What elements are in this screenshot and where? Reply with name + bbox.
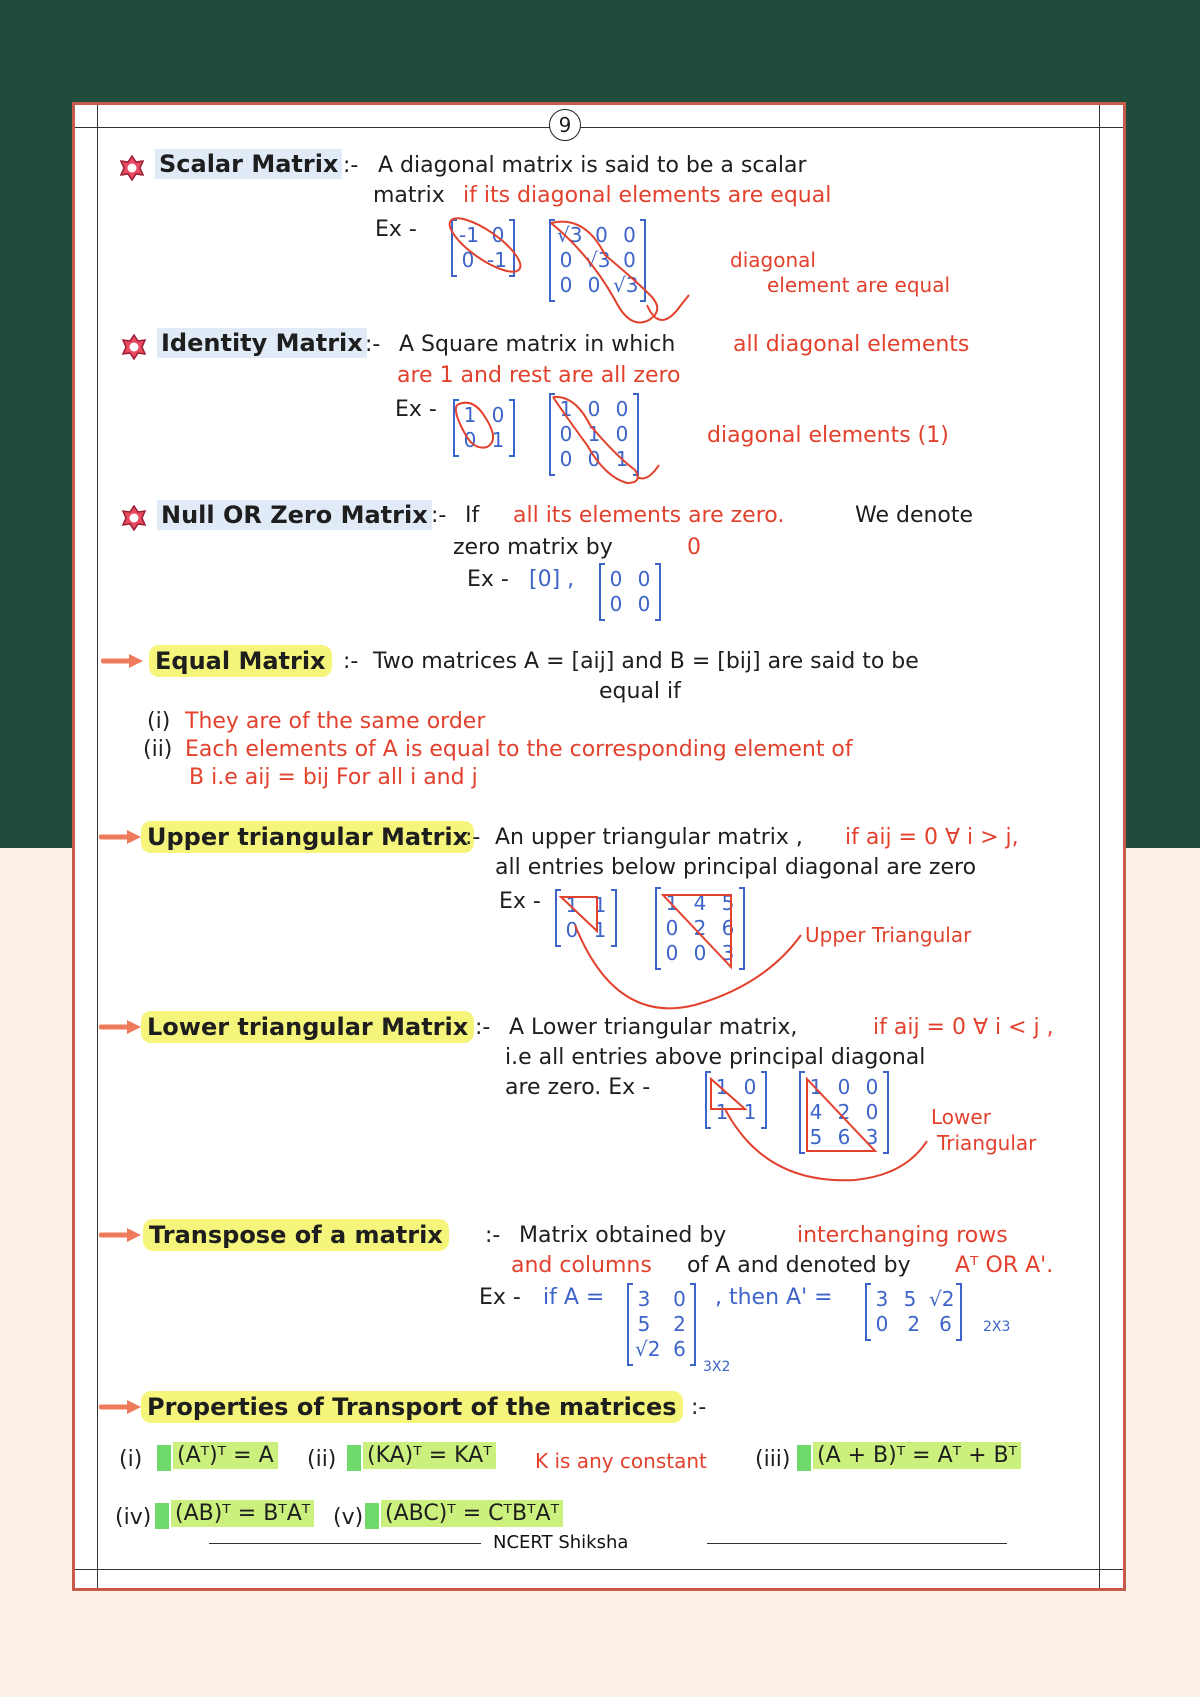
scalar-matrix-3x3 <box>549 221 646 300</box>
matrix-cell: 0 <box>587 447 601 471</box>
matrix-row <box>557 447 631 472</box>
arrow-bullet-icon <box>99 829 143 845</box>
upper-line2: all entries below principal diagonal are zero <box>495 855 977 880</box>
transpose-line1a: Matrix obtained by <box>519 1223 727 1248</box>
matrix-cell: 1 <box>559 397 573 421</box>
identity-title: Identity Matrix <box>157 328 367 358</box>
matrix-cell: 0 <box>637 567 651 591</box>
matrix-cell: 0 <box>865 1100 879 1124</box>
matrix-cell: 5 <box>809 1125 823 1149</box>
property-1-label: (i) <box>119 1447 143 1472</box>
null-line2b: 0 <box>687 535 701 560</box>
matrix-row <box>663 916 737 941</box>
matrix-cell: 1 <box>809 1075 823 1099</box>
lower-title: Lower triangular Matrix <box>141 1011 474 1043</box>
matrix-row <box>557 223 638 248</box>
equal-sep: :- <box>343 649 359 674</box>
identity-matrix-2x2 <box>453 401 515 455</box>
matrix-cell: 1 <box>463 403 477 427</box>
matrix-cell: 6 <box>837 1125 851 1149</box>
null-line1b: all its elements are zero. <box>513 503 785 528</box>
upper-matrix-3x3 <box>655 889 745 968</box>
matrix-cell: 0 <box>565 918 579 942</box>
null-line1c: We denote <box>855 503 974 528</box>
identity-line1a: A Square matrix in which <box>399 332 676 357</box>
matrix-cell: 0 <box>623 223 636 247</box>
matrix-cell: 0 <box>609 567 623 591</box>
transpose-line2a: and columns <box>511 1253 652 1278</box>
page-number: 9 <box>549 109 581 141</box>
property-2-note: K is any constant <box>535 1449 707 1473</box>
matrix-cell: 0 <box>559 248 573 272</box>
identity-line1b: all diagonal elements <box>733 332 970 357</box>
matrix-cell: 0 <box>559 447 573 471</box>
matrix-cell: 2 <box>693 916 707 940</box>
matrix-cell: 1 <box>715 1100 729 1124</box>
flower-bullet-icon <box>121 505 147 531</box>
lower-note1: Lower <box>931 1105 991 1129</box>
matrix-cell: 1 <box>565 893 579 917</box>
transpose-if-a: if A = <box>543 1285 605 1310</box>
footer-brand: NCERT Shiksha <box>493 1532 629 1553</box>
equal-condition-2-cont: B i.e aij = bij For all i and j <box>189 765 478 790</box>
matrix-row <box>607 567 653 592</box>
matrix-cell: 3 <box>721 941 735 965</box>
matrix-row <box>807 1100 881 1125</box>
equal-condition-2: Each elements of A is equal to the corresponding element of <box>185 737 853 762</box>
matrix-cell: √3 <box>585 248 611 272</box>
transpose-line2c: Aᵀ OR A'. <box>955 1253 1054 1278</box>
matrix-cell: √2 <box>635 1337 661 1361</box>
matrix-cell: 3 <box>875 1287 889 1311</box>
upper-ex: Ex - <box>499 889 541 914</box>
identity-matrix-3x3 <box>549 395 639 474</box>
matrix-cell: 6 <box>673 1337 686 1361</box>
top-rule <box>75 127 1123 128</box>
left-rule <box>97 105 98 1588</box>
matrix-row <box>557 397 631 422</box>
properties-sep: :- <box>691 1395 707 1420</box>
matrix-cell: 1 <box>743 1100 757 1124</box>
scalar-note2: element are equal <box>767 273 951 297</box>
highlight-mark <box>365 1503 379 1529</box>
arrow-bullet-icon <box>99 1399 143 1415</box>
property-5-formula: (ABC)ᵀ = CᵀBᵀAᵀ <box>381 1500 563 1527</box>
property-4-formula: (AB)ᵀ = BᵀAᵀ <box>171 1500 314 1527</box>
matrix-cell: √3 <box>557 223 583 247</box>
transpose-at-order: 2X3 <box>983 1319 1011 1335</box>
identity-sep: :- <box>365 332 381 357</box>
matrix-cell: 0 <box>743 1075 757 1099</box>
null-sep: :- <box>431 503 447 528</box>
matrix-cell: √3 <box>613 273 639 297</box>
matrix-cell: 2 <box>837 1100 851 1124</box>
bottom-rule <box>75 1569 1123 1570</box>
matrix-row <box>461 428 507 453</box>
matrix-row <box>557 422 631 447</box>
lower-line2: i.e all entries above principal diagonal <box>505 1045 926 1070</box>
equal-line1: Two matrices A = [aij] and B = [bij] are said to be <box>373 649 919 674</box>
null-single: [0] , <box>529 567 575 592</box>
lower-line3: are zero. Ex - <box>505 1075 651 1100</box>
lower-line1a: A Lower triangular matrix, <box>509 1015 798 1040</box>
scalar-line1: A diagonal matrix is said to be a scalar <box>378 153 807 178</box>
footer-rule-left <box>209 1543 481 1544</box>
matrix-cell: 1 <box>715 1075 729 1099</box>
lower-matrix-3x3 <box>799 1073 889 1152</box>
lower-sep: :- <box>475 1015 491 1040</box>
property-3 <box>797 1443 1021 1471</box>
transpose-line2b: of A and denoted by <box>687 1253 911 1278</box>
equal-line2: equal if <box>599 679 681 704</box>
scalar-note1: diagonal <box>730 248 816 272</box>
matrix-cell: 0 <box>615 397 629 421</box>
matrix-cell: -1 <box>487 248 507 272</box>
flower-bullet-icon <box>119 155 145 181</box>
matrix-cell: 1 <box>593 918 607 942</box>
upper-line1a: An upper triangular matrix , <box>495 825 803 850</box>
matrix-row <box>563 893 609 918</box>
matrix-row <box>635 1287 688 1312</box>
matrix-row <box>557 273 638 298</box>
matrix-cell: 4 <box>693 891 707 915</box>
matrix-row <box>807 1075 881 1100</box>
arrow-bullet-icon <box>99 1227 143 1243</box>
scalar-pointer <box>647 295 689 320</box>
lower-matrix-2x2 <box>705 1073 767 1127</box>
transpose-matrix-a <box>627 1285 696 1364</box>
transpose-then: , then A' = <box>715 1285 833 1310</box>
identity-note: diagonal elements (1) <box>707 423 949 448</box>
matrix-cell: 0 <box>491 403 505 427</box>
matrix-cell: 3 <box>637 1287 651 1311</box>
upper-note: Upper Triangular <box>805 923 972 947</box>
properties-title: Properties of Transport of the matrices <box>141 1391 683 1423</box>
matrix-cell: -1 <box>459 223 479 247</box>
matrix-cell: 0 <box>665 916 679 940</box>
scalar-line2a: matrix <box>373 183 445 208</box>
matrix-row <box>807 1125 881 1150</box>
null-matrix-2x2 <box>599 565 661 619</box>
property-4-label: (iv) <box>115 1505 152 1530</box>
matrix-row <box>461 403 507 428</box>
scalar-sep: :- <box>343 153 359 178</box>
matrix-cell: 1 <box>491 428 505 452</box>
matrix-cell: 0 <box>875 1312 889 1336</box>
transpose-sep: :- <box>485 1223 501 1248</box>
property-4 <box>155 1501 314 1529</box>
matrix-row <box>635 1312 688 1337</box>
null-ex: Ex - <box>467 567 509 592</box>
matrix-cell: 1 <box>587 422 601 446</box>
scalar-line2b: if its diagonal elements are equal <box>463 183 832 208</box>
equal-title: Equal Matrix <box>149 645 332 677</box>
equal-c1-label: (i) <box>147 709 171 734</box>
null-title: Null OR Zero Matrix <box>157 500 432 530</box>
highlight-mark <box>347 1445 361 1471</box>
matrix-cell: 0 <box>665 941 679 965</box>
matrix-cell: 1 <box>665 891 679 915</box>
matrix-cell: 0 <box>865 1075 879 1099</box>
highlight-mark <box>155 1503 169 1529</box>
matrix-row <box>873 1287 954 1312</box>
matrix-cell: 0 <box>837 1075 851 1099</box>
matrix-row <box>459 248 507 273</box>
property-1-formula: (Aᵀ)ᵀ = A <box>173 1442 278 1469</box>
property-2-formula: (KA)ᵀ = KAᵀ <box>363 1442 496 1469</box>
highlight-mark <box>797 1445 811 1471</box>
matrix-cell: 0 <box>587 273 601 297</box>
matrix-cell: 3 <box>865 1125 879 1149</box>
matrix-cell: 5 <box>637 1312 651 1336</box>
property-5-label: (v) <box>333 1505 364 1530</box>
null-line2a: zero matrix by <box>453 535 613 560</box>
transpose-matrix-at <box>865 1285 962 1339</box>
identity-line2: are 1 and rest are all zero <box>397 363 681 388</box>
equal-condition-1: They are of the same order <box>185 709 486 734</box>
scalar-ex: Ex - <box>375 217 417 242</box>
matrix-cell: 4 <box>809 1100 823 1124</box>
upper-matrix-2x2 <box>555 891 617 945</box>
matrix-row <box>713 1100 759 1125</box>
transpose-a-order: 3X2 <box>703 1359 731 1375</box>
matrix-row <box>873 1312 954 1337</box>
lower-line1b: if aij = 0 ∀ i < j , <box>873 1015 1054 1040</box>
matrix-cell: 0 <box>461 248 475 272</box>
matrix-row <box>713 1075 759 1100</box>
notes-page <box>72 102 1126 1591</box>
identity-pointer <box>637 465 659 479</box>
matrix-cell: 0 <box>637 592 651 616</box>
property-5 <box>365 1501 563 1529</box>
property-1 <box>157 1443 278 1471</box>
matrix-cell: 0 <box>559 422 573 446</box>
property-3-formula: (A + B)ᵀ = Aᵀ + Bᵀ <box>813 1442 1021 1469</box>
transpose-line1b: interchanging rows <box>797 1223 1008 1248</box>
highlight-mark <box>157 1445 171 1471</box>
property-2-label: (ii) <box>307 1447 337 1472</box>
matrix-row <box>663 941 737 966</box>
footer-rule-right <box>707 1543 1007 1544</box>
lower-note2: Triangular <box>937 1131 1037 1155</box>
matrix-cell: 5 <box>903 1287 917 1311</box>
matrix-cell: 5 <box>721 891 735 915</box>
matrix-cell: 0 <box>595 223 608 247</box>
matrix-cell: 0 <box>673 1287 686 1311</box>
matrix-row <box>663 891 737 916</box>
matrix-cell: 0 <box>587 397 601 421</box>
matrix-cell: 1 <box>593 893 607 917</box>
transpose-title: Transpose of a matrix <box>143 1219 449 1251</box>
matrix-row <box>459 223 507 248</box>
matrix-row <box>557 248 638 273</box>
right-rule <box>1099 105 1100 1588</box>
null-line1a: If <box>465 503 480 528</box>
matrix-row <box>563 918 609 943</box>
matrix-row <box>607 592 653 617</box>
matrix-cell: √2 <box>929 1287 955 1311</box>
upper-sep: :- <box>465 825 481 850</box>
matrix-cell: 0 <box>693 941 707 965</box>
transpose-ex: Ex - <box>479 1285 521 1310</box>
matrix-cell: 6 <box>939 1312 952 1336</box>
identity-ex: Ex - <box>395 397 437 422</box>
arrow-bullet-icon <box>101 653 145 669</box>
property-3-label: (iii) <box>755 1447 791 1472</box>
matrix-cell: 2 <box>673 1312 686 1336</box>
matrix-cell: 0 <box>623 248 636 272</box>
matrix-cell: 0 <box>559 273 573 297</box>
equal-c2-label: (ii) <box>143 737 173 762</box>
matrix-cell: 0 <box>615 422 629 446</box>
flower-bullet-icon <box>121 334 147 360</box>
scalar-matrix-2x2 <box>451 221 515 275</box>
matrix-cell: 6 <box>721 916 735 940</box>
property-2 <box>347 1443 496 1471</box>
matrix-row <box>635 1337 688 1362</box>
matrix-cell: 0 <box>491 223 505 247</box>
arrow-bullet-icon <box>99 1019 143 1035</box>
matrix-cell: 0 <box>463 428 477 452</box>
upper-line1b: if aij = 0 ∀ i > j, <box>845 825 1019 850</box>
scalar-title: Scalar Matrix <box>155 149 342 179</box>
matrix-cell: 2 <box>907 1312 921 1336</box>
matrix-cell: 0 <box>609 592 623 616</box>
matrix-cell: 1 <box>615 447 629 471</box>
upper-title: Upper triangular Matrix <box>141 821 474 853</box>
